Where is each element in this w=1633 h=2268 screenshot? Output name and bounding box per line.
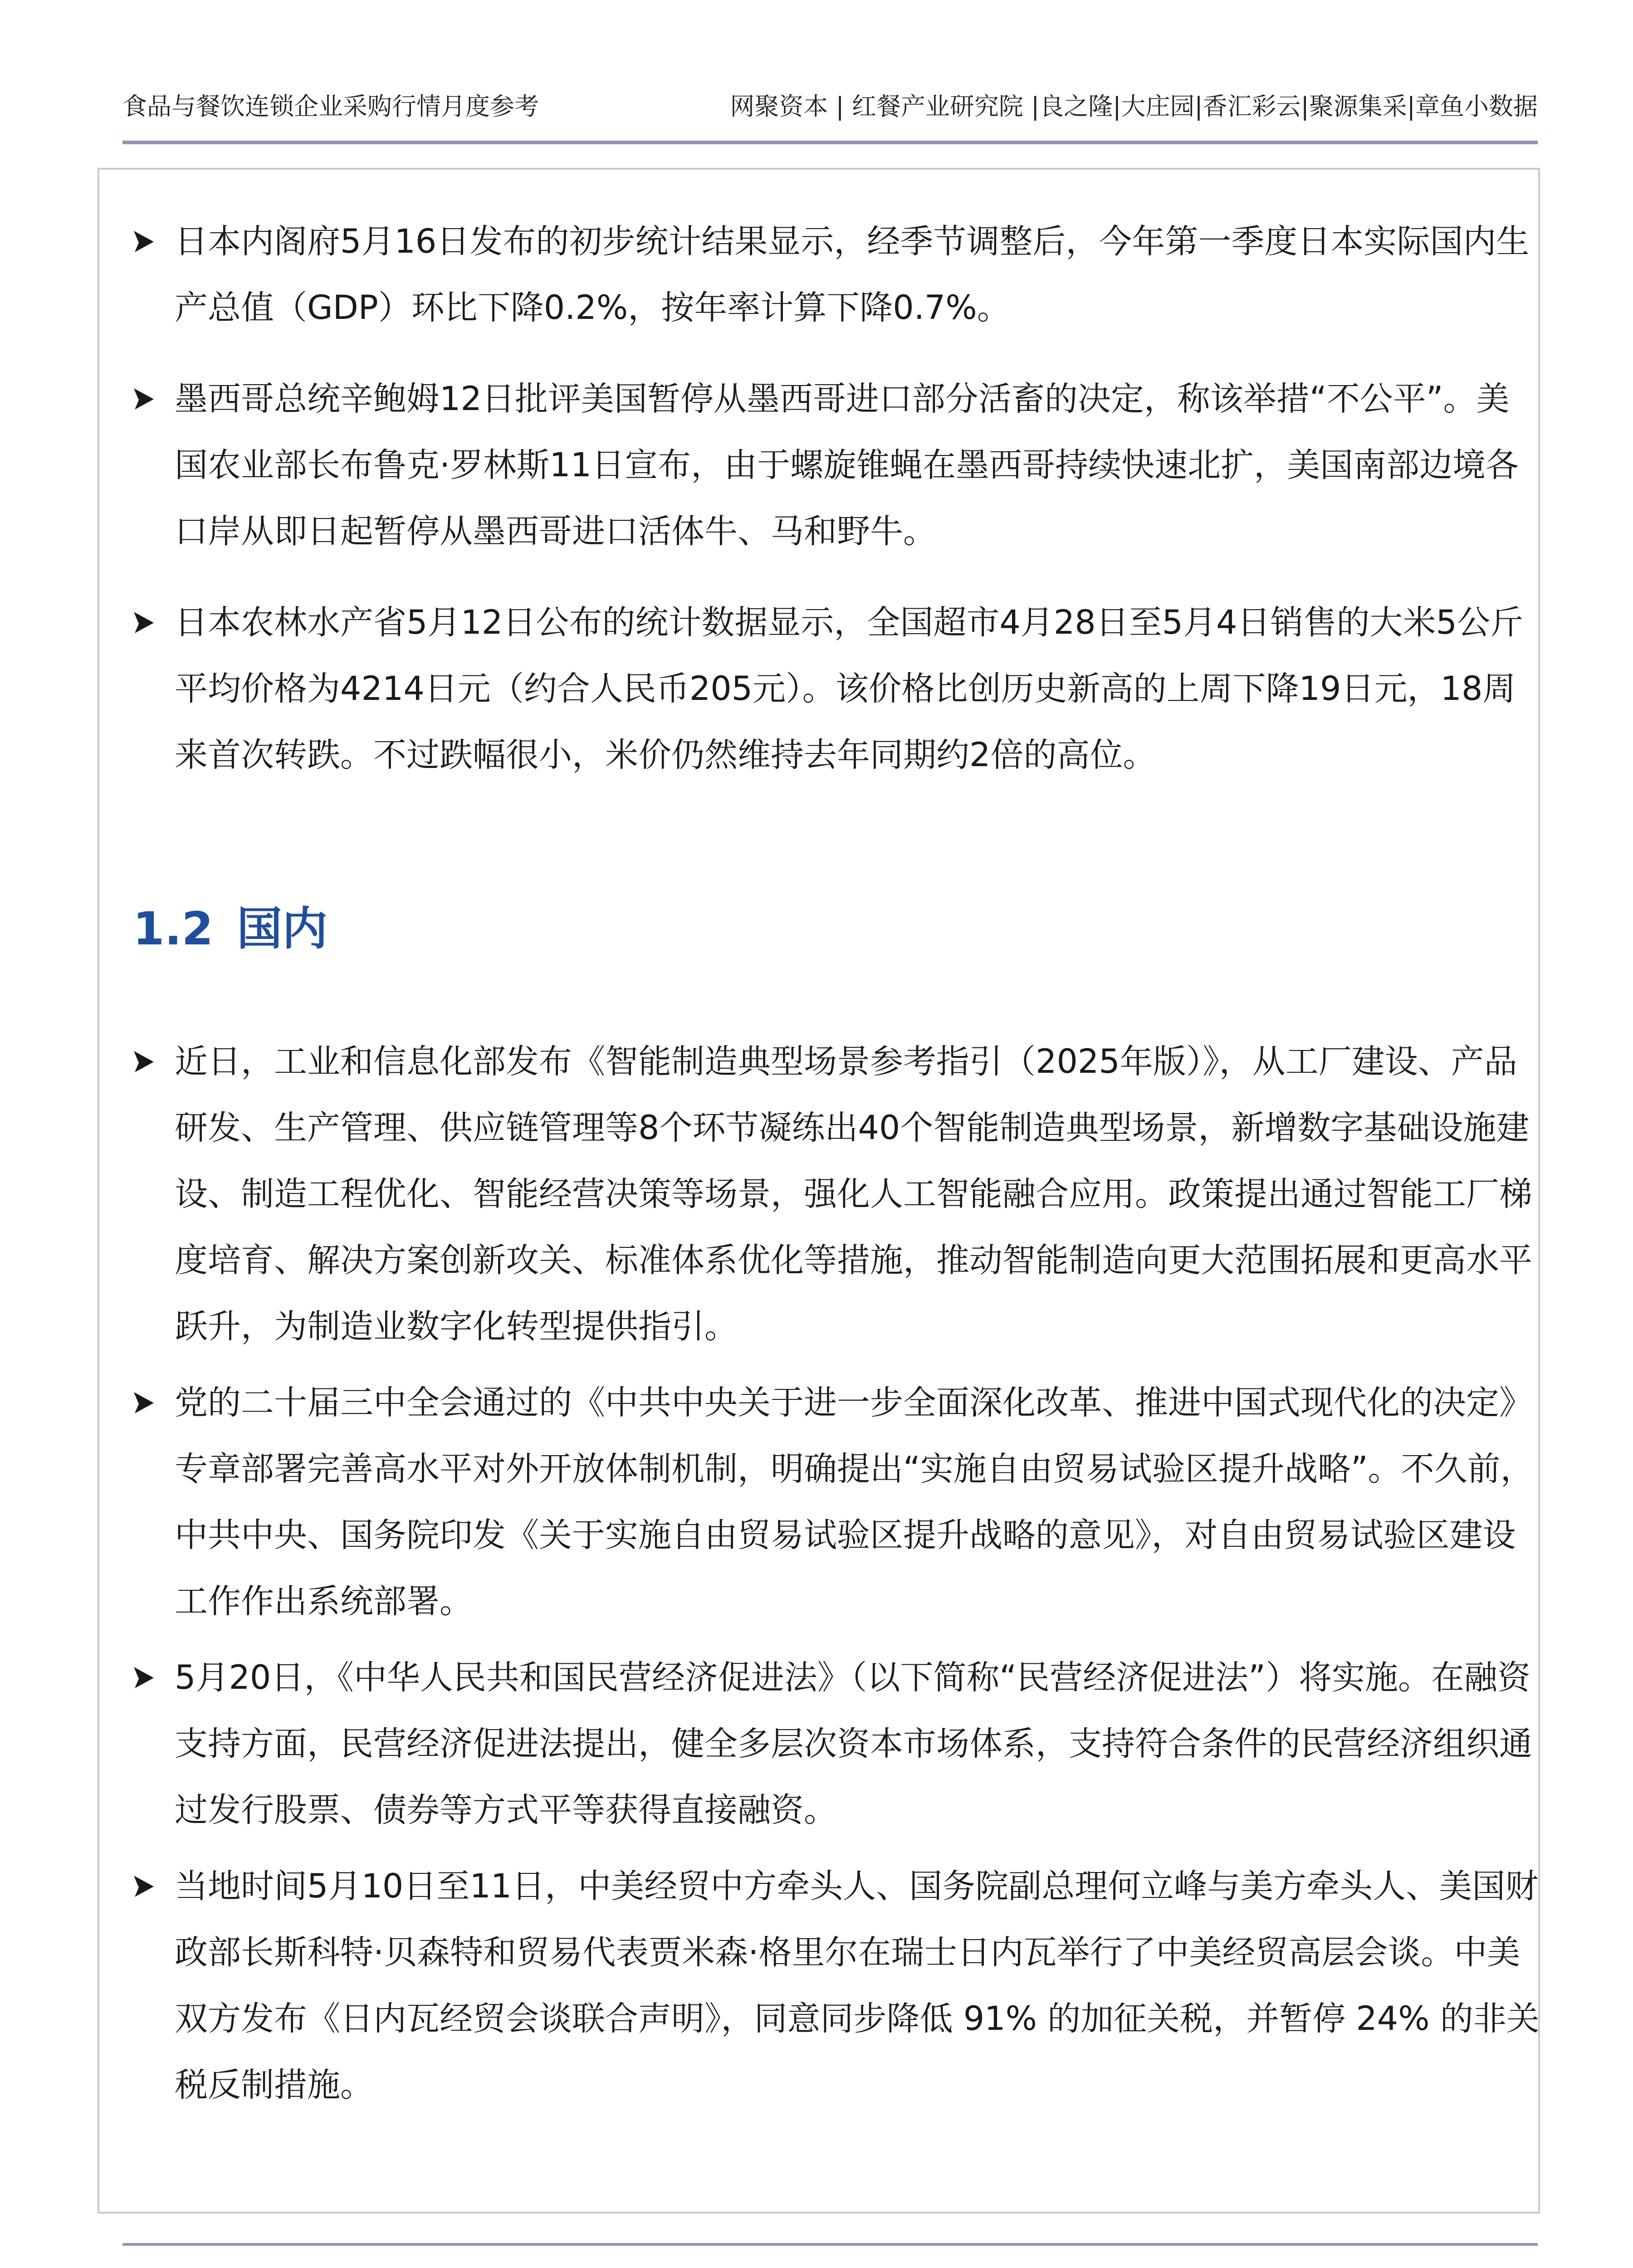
page-header	[122, 91, 1538, 122]
domestic-news-list	[129, 1029, 1540, 2118]
section-number: 1.2	[133, 902, 214, 955]
list-item-text: 党的二十届三中全会通过的《中共中央关于进一步全面深化改革、推进中国式现代化的决定》专章部署完善高水平对外开放体制机制，明确提出“实施自由贸易试验区提升战略”。不久前，中共中央、国务院印发《关于实施自由贸易试验区提升战略的意见》，对自由贸易试验区建设工作作出系统部署。	[175, 1383, 1534, 1621]
arrow-bullet-icon	[132, 209, 164, 275]
list-item-text: 日本内阁府5月16日发布的初步统计结果显示，经季节调整后，今年第一季度日本实际国内生产总值（GDP）环比下降0.2%，按年率计算下降0.7%。	[175, 222, 1530, 327]
list-item-text: 5月20日，《中华人民共和国民营经济促进法》（以下简称“民营经济促进法”）将实施。在融资支持方面，民营经济促进法提出，健全多层次资本市场体系，支持符合条件的民营经济组织通过发行股票、债券等方式平等获得直接融资。	[175, 1658, 1532, 1829]
arrow-bullet-icon	[132, 1645, 164, 1711]
arrow-bullet-icon	[132, 366, 164, 432]
section-heading	[129, 897, 1540, 961]
list-item-text: 当地时间5月10日至11日，中美经贸中方牵头人、国务院副总理何立峰与美方牵头人、美国财政部长斯科特·贝森特和贸易代表贾米森·格里尔在瑞士日内瓦举行了中美经贸高层会谈。中美双方发布《日内瓦经贸会谈联合声明》，同意同步降低 91% 的加征关税，并暂停 24% 的非关税反制措施。	[175, 1867, 1540, 2104]
international-news-list	[129, 209, 1540, 788]
arrow-bullet-icon	[132, 1029, 164, 1095]
page-content	[129, 209, 1540, 2118]
list-item-text: 日本农林水产省5月12日公布的统计数据显示，全国超市4月28日至5月4日销售的大米5公斤平均价格为4214日元（约合人民币205元）。该价格比创历史新高的上周下降19日元，18周来首次转跌。不过跌幅很小，米价仍然维持去年同期约2倍的高位。	[175, 603, 1524, 774]
header-divider	[122, 141, 1538, 144]
section-title: 国内	[237, 902, 328, 955]
list-item	[129, 1645, 1540, 1843]
arrow-bullet-icon	[132, 1370, 164, 1436]
list-item-text: 墨西哥总统辛鲍姆12日批评美国暂停从墨西哥进口部分活畜的决定，称该举措“不公平”。美国农业部长布鲁克·罗林斯11日宣布，由于螺旋锥蝇在墨西哥持续快速北扩，美国南部边境各口岸从即日起暂停从墨西哥进口活体牛、马和野牛。	[175, 380, 1519, 551]
list-item	[129, 1029, 1540, 1360]
list-item	[129, 1370, 1540, 1635]
list-item	[129, 1853, 1540, 2118]
list-item	[129, 590, 1540, 788]
footer-divider	[122, 2243, 1538, 2246]
arrow-bullet-icon	[132, 590, 164, 656]
list-item-text: 近日，工业和信息化部发布《智能制造典型场景参考指引（2025年版）》，从工厂建设、产品研发、生产管理、供应链管理等8个环节凝练出40个智能制造典型场景，新增数字基础设施建设、制造工程优化、智能经营决策等场景，强化人工智能融合应用。政策提出通过智能工厂梯度培育、解决方案创新攻关、标准体系优化等措施，推动智能制造向更大范围拓展和更高水平跃升，为制造业数字化转型提供指引。	[175, 1042, 1532, 1346]
list-item	[129, 209, 1540, 341]
arrow-bullet-icon	[132, 1853, 164, 1920]
report-title: 食品与餐饮连锁企业采购行情月度参考	[122, 92, 539, 121]
list-item	[129, 366, 1540, 565]
publisher-list: 网聚资本 | 红餐产业研究院 |良之隆|大庄园|香汇彩云|聚源集采|章鱼小数据	[730, 92, 1538, 121]
